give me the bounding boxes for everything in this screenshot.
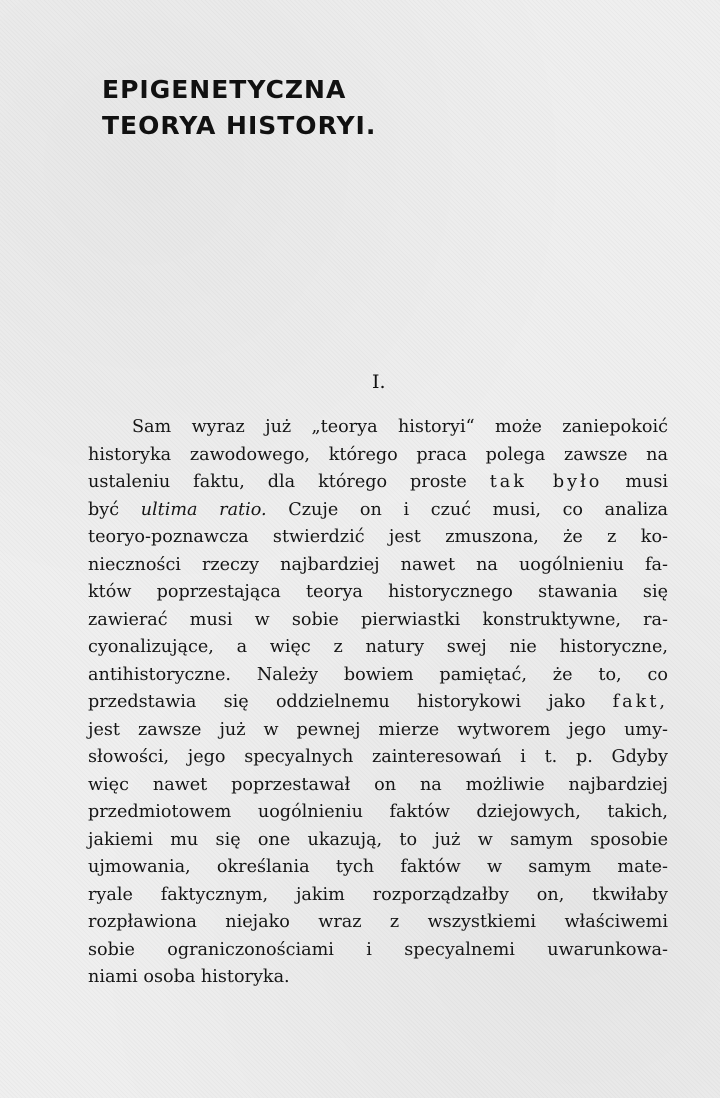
text-line: antihistoryczne. Należy bowiem pamiętać, że to, co [88, 664, 668, 685]
text-line: zawierać musi w sobie pierwiastki konstruktywne, ra- [88, 609, 668, 630]
spaced-emphasis: tak było [489, 472, 603, 492]
text-line: nieczności rzeczy najbardziej nawet na uogólnieniu fa- [88, 554, 668, 575]
text-segment: ustaleniu faktu, dla którego proste [88, 472, 490, 492]
text-line: słowości, jego specyalnych zainteresowań i t. p. Gdyby [88, 747, 668, 767]
text-line: jest zawsze już w pewnej mierze wytworem jego umy- [88, 719, 668, 740]
text-line: historyka zawodowego, którego praca polega zawsze na [88, 444, 668, 465]
chapter-title [102, 72, 522, 144]
text-line: ryale faktycznym, jakim rozporządzałby on, tkwiłaby [88, 884, 668, 905]
section-number: I. [372, 371, 386, 393]
text-segment: Czuje on i czuć musi, co analiza [266, 499, 668, 520]
text-line: cyonalizujące, a więc z natury swej nie historyczne, [88, 637, 668, 657]
text-line: więc nawet poprzestawał on na możliwie najbardziej [88, 774, 668, 795]
text-line: przedmiotowem uogólnieniu faktów dziejowych, takich, [88, 802, 668, 822]
text-line: któw poprzestająca teorya historycznego stawania się [88, 582, 668, 602]
text-line: rozpławiona niejako wraz z wszystkiemi właściwemi [88, 912, 668, 932]
chapter-title-line-1: EPIGENETYCZNA [102, 75, 347, 104]
text-line [88, 469, 668, 497]
text-line: sobie ograniczonościami i specyalnemi uwarunkowa- [88, 939, 668, 960]
text-line: teoryo-poznawcza stwierdzić jest zmuszona, że z ko- [88, 527, 668, 547]
body-paragraph [88, 414, 668, 992]
text-line: niami osoba historyka. [88, 967, 290, 987]
chapter-title-line-2: TEORYA HISTORYI. [102, 111, 377, 140]
text-line: jakiemi mu się one ukazują, to już w samym sposobie [88, 829, 668, 850]
text-line: ujmowania, określania tych faktów w samym mate- [88, 857, 668, 877]
text-line [88, 497, 668, 525]
text-segment: musi [602, 472, 668, 492]
text-line [88, 689, 668, 717]
text-segment: być [88, 499, 141, 520]
text-segment: przedstawia się oddzielnemu historykowi jako [88, 692, 613, 712]
text-line: Sam wyraz już „teorya historyi“ może zaniepokoić [132, 417, 668, 437]
spaced-emphasis: fakt, [612, 692, 668, 712]
italic-emphasis: ultima ratio. [140, 499, 267, 520]
